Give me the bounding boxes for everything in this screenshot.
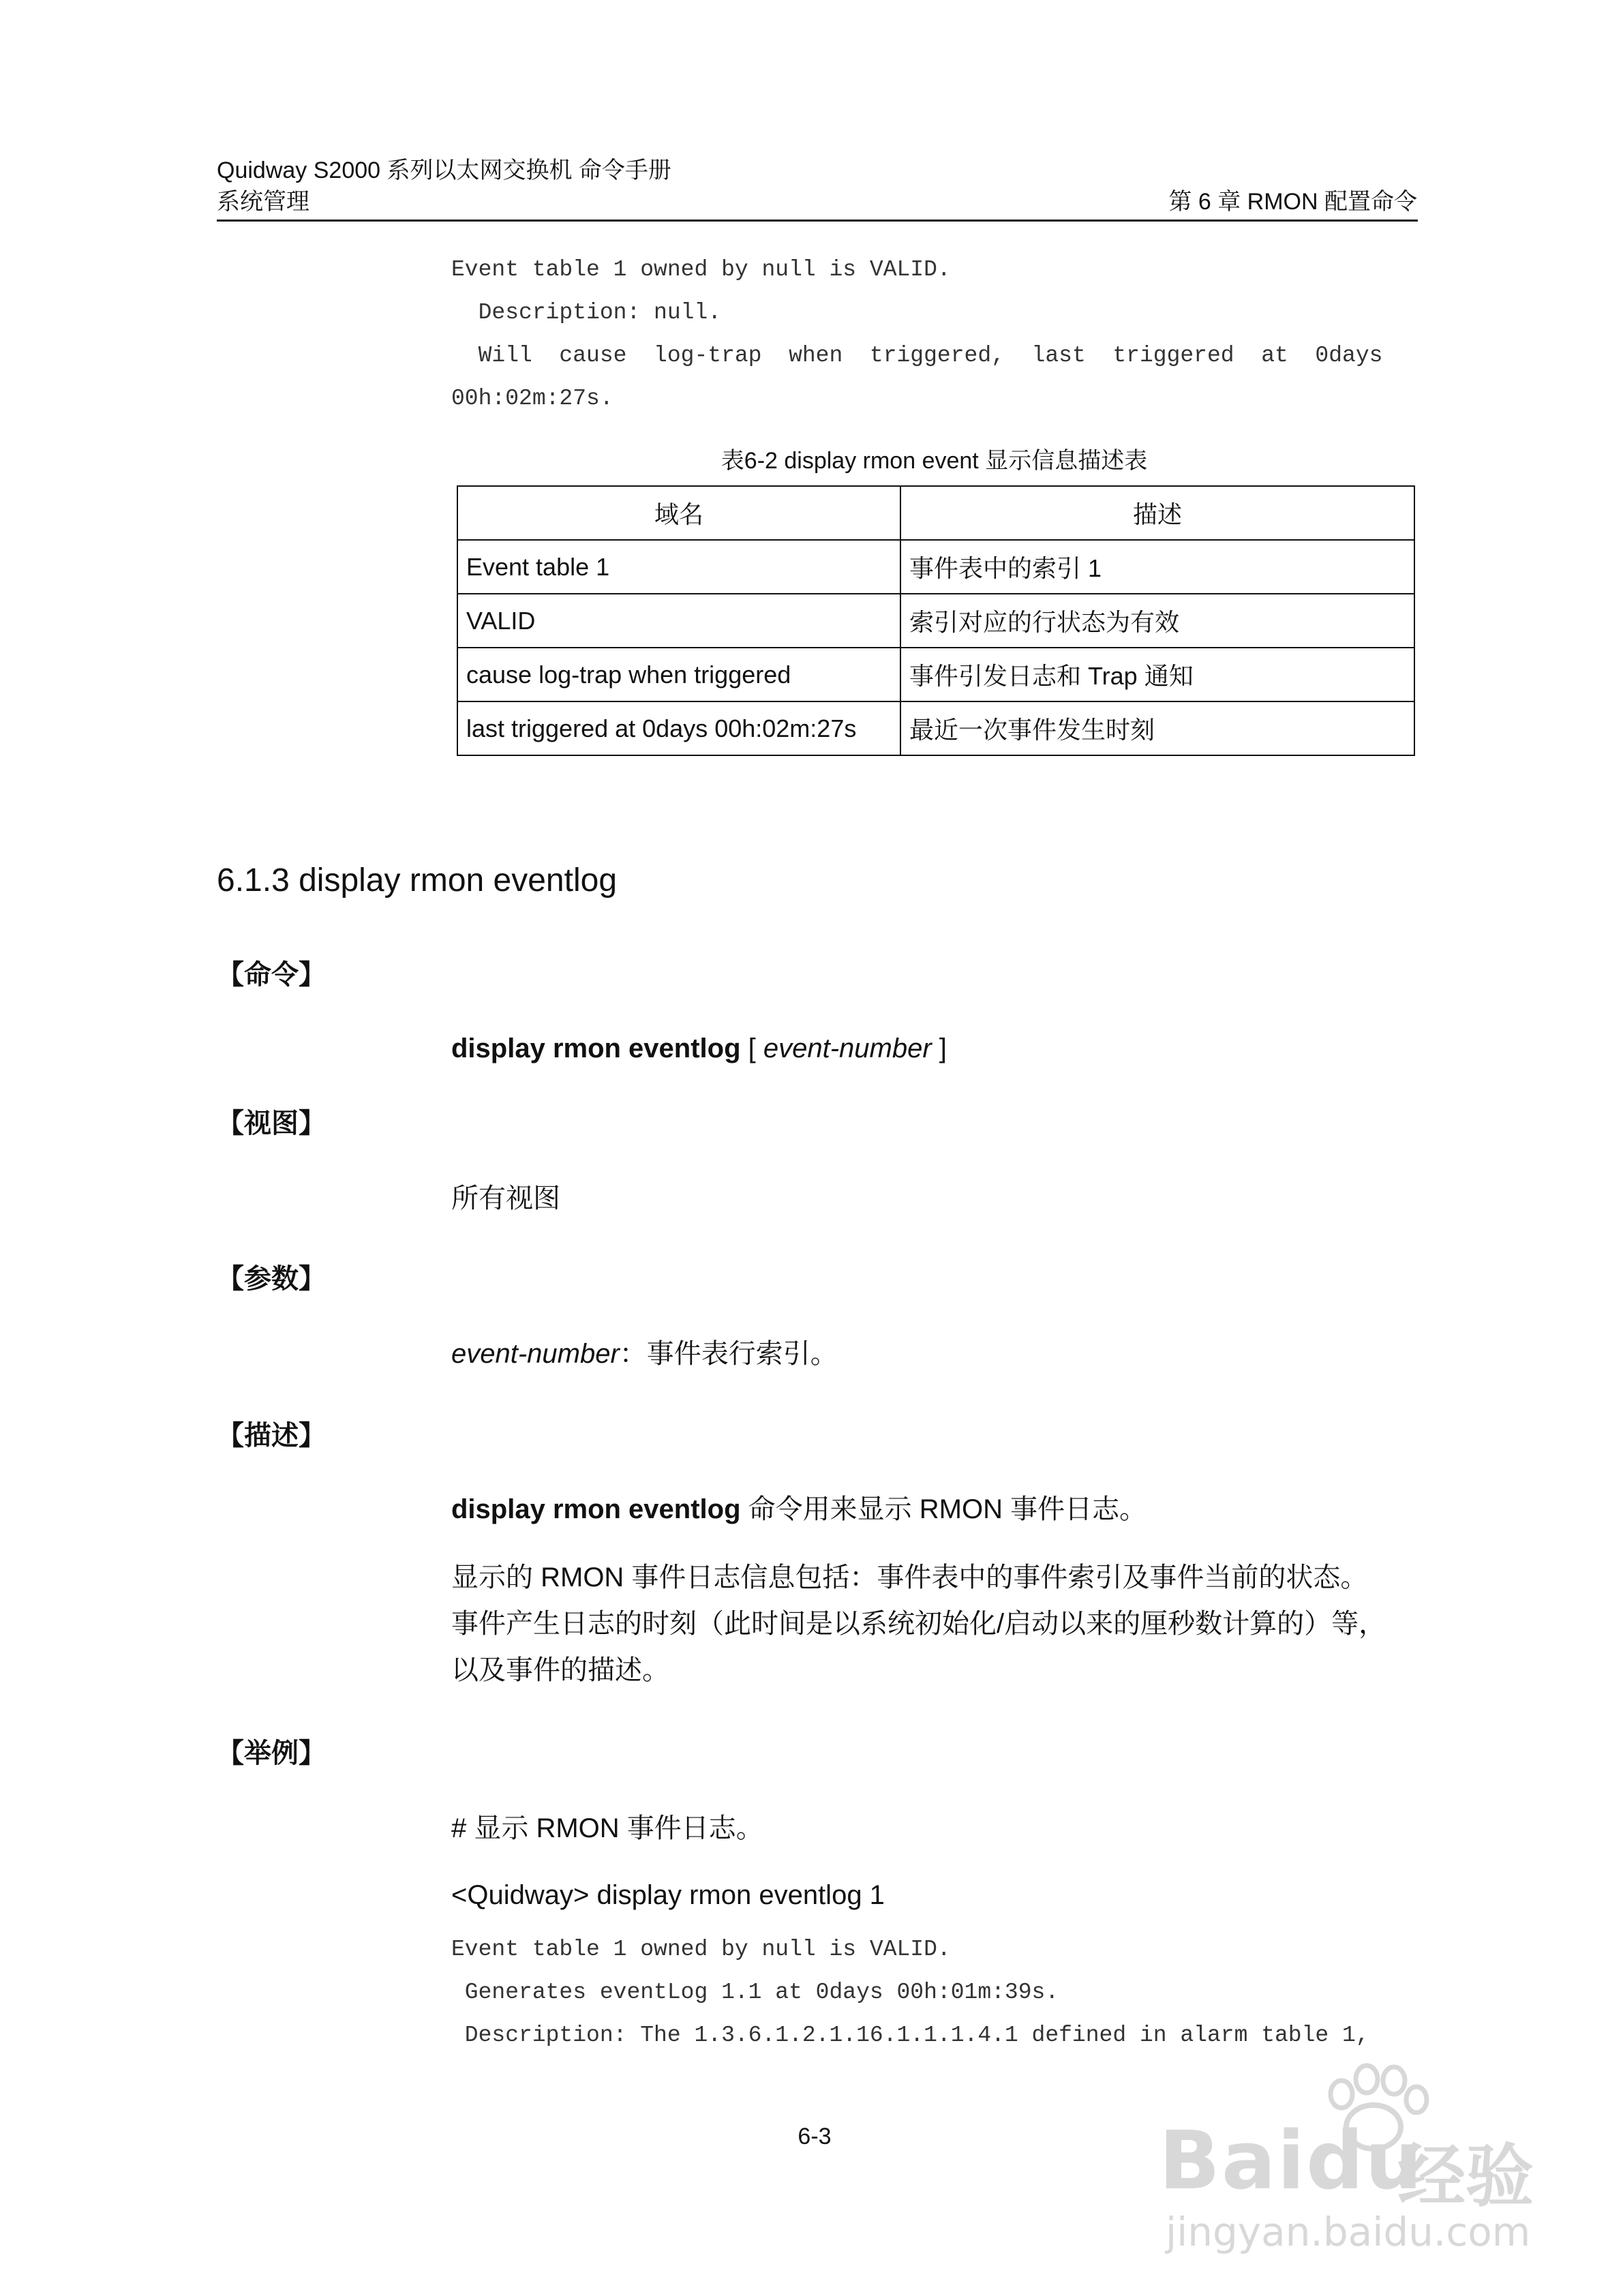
param-name: event-number (451, 1339, 620, 1369)
header-rule (217, 220, 1418, 222)
table-cell: 索引对应的行状态为有效 (900, 594, 1414, 648)
table-cell: 最近一次事件发生时刻 (900, 701, 1414, 755)
desc-command: display rmon eventlog (451, 1494, 741, 1524)
watermark-url: jingyan.baidu.com (1166, 2209, 1531, 2255)
example-output-line: Description: The 1.3.6.1.2.1.16.1.1.1.4.1 defined in alarm table 1, (451, 2023, 1369, 2048)
example-label: 【举例】 (217, 1738, 326, 1768)
example-command: <Quidway> display rmon eventlog 1 (451, 1880, 885, 1910)
table-cell: Event table 1 (457, 540, 900, 594)
header-doc-title: Quidway S2000 系列以太网交换机 命令手册 (217, 157, 671, 183)
view-text: 所有视图 (451, 1183, 560, 1213)
table-row (457, 648, 1414, 701)
table-cell: 事件表中的索引 1 (900, 540, 1414, 594)
command-syntax (451, 1027, 947, 1070)
command-label: 【命令】 (217, 960, 326, 990)
baidu-watermark (1159, 2059, 1581, 2277)
view-label: 【视图】 (217, 1108, 326, 1138)
header-section: 系统管理 (217, 189, 309, 215)
table-row (457, 540, 1414, 594)
watermark-brand: Baidu (1159, 2113, 1424, 2207)
desc-para-2-line: 事件产生日志的时刻（此时间是以系统初始化/启动以来的厘秒数计算的）等， (451, 1609, 1386, 1639)
desc-label: 【描述】 (217, 1421, 326, 1451)
section-title: 6.1.3 display rmon eventlog (217, 862, 618, 898)
table-cell: 事件引发日志和 Trap 通知 (900, 648, 1414, 701)
table-cell: VALID (457, 594, 900, 648)
desc-text: 命令用来显示 RMON 事件日志。 (740, 1494, 1147, 1524)
desc-para-1 (451, 1487, 1147, 1531)
example-intro: # 显示 RMON 事件日志。 (451, 1813, 763, 1843)
example-output-line: Generates eventLog 1.1 at 0days 00h:01m:39s. (451, 1980, 1059, 2005)
code-line: 00h:02m:27s. (451, 386, 613, 411)
bracket-close: ] (931, 1033, 947, 1063)
table-caption: 表6-2 display rmon event 显示信息描述表 (721, 448, 1148, 474)
table-cell: cause log-trap when triggered (457, 648, 900, 701)
page-number: 6-3 (798, 2124, 832, 2149)
desc-para-2-line: 显示的 RMON 事件日志信息包括：事件表中的事件索引及事件当前的状态。 (451, 1562, 1368, 1592)
code-line: Event table 1 owned by null is VALID. (451, 257, 951, 282)
param-text: ：事件表行索引。 (619, 1339, 838, 1369)
table-header-row (457, 486, 1414, 540)
code-line: Will cause log-trap when triggered, last triggered at 0days (451, 343, 1383, 368)
table-row (457, 594, 1414, 648)
description-table (457, 485, 1415, 756)
table-row (457, 701, 1414, 755)
header-chapter: 第 6 章 RMON 配置命令 (1168, 189, 1417, 215)
table-header-cell: 描述 (900, 486, 1414, 540)
table-cell: last triggered at 0days 00h:02m:27s (457, 701, 900, 755)
param-label: 【参数】 (217, 1264, 326, 1294)
command-param: event-number (763, 1033, 932, 1063)
table-header-cell: 域名 (457, 486, 900, 540)
param-desc (451, 1332, 838, 1376)
code-line: Description: null. (451, 300, 722, 325)
command-name: display rmon eventlog (451, 1033, 741, 1063)
watermark-cn: 经验 (1397, 2136, 1534, 2216)
example-output-line: Event table 1 owned by null is VALID. (451, 1937, 951, 1962)
desc-para-2-line: 以及事件的描述。 (451, 1655, 669, 1685)
bracket-open: [ (740, 1033, 763, 1063)
